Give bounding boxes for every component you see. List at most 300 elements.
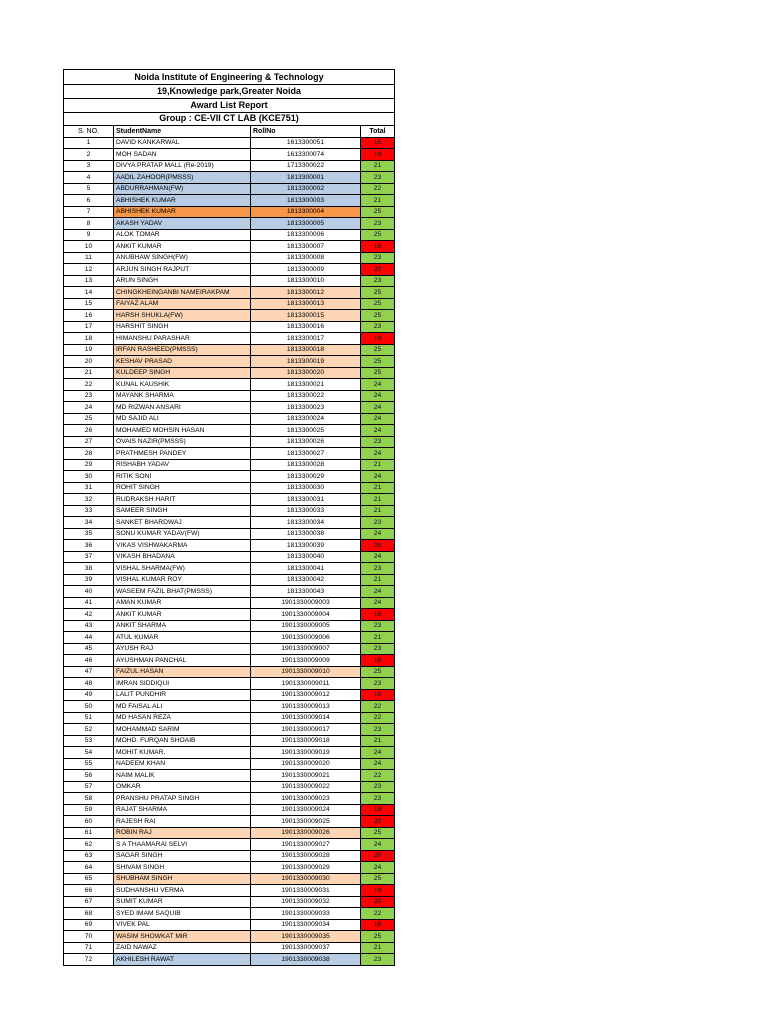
- cell-roll-no: 1901330009038: [251, 954, 361, 966]
- cell-student-name: SUDHANSHU VERMA: [114, 885, 251, 897]
- cell-sno: 19: [64, 344, 114, 356]
- cell-total: 24: [361, 758, 395, 770]
- cell-total: 24: [361, 471, 395, 483]
- table-row: [64, 333, 395, 345]
- cell-total: 25: [361, 356, 395, 368]
- cell-total: 22: [361, 701, 395, 713]
- table-row: [64, 183, 395, 195]
- cell-total: 23: [361, 252, 395, 264]
- cell-student-name: ROBIN RAJ: [114, 827, 251, 839]
- table-row: [64, 666, 395, 678]
- cell-sno: 69: [64, 919, 114, 931]
- cell-total: 25: [361, 298, 395, 310]
- cell-total: 25: [361, 229, 395, 241]
- cell-total: 24: [361, 747, 395, 759]
- table-row: [64, 137, 395, 149]
- cell-sno: 24: [64, 402, 114, 414]
- cell-sno: 41: [64, 597, 114, 609]
- award-table: [63, 125, 395, 966]
- cell-total: 24: [361, 528, 395, 540]
- cell-student-name: DIVYA PRATAP MALL (Re-2019): [114, 160, 251, 172]
- cell-roll-no: 1901330009005: [251, 620, 361, 632]
- cell-student-name: VIKAS VISHWAKARMA: [114, 540, 251, 552]
- table-row: [64, 241, 395, 253]
- table-row: [64, 517, 395, 529]
- cell-student-name: ROHIT SINGH: [114, 482, 251, 494]
- cell-roll-no: 1813300016: [251, 321, 361, 333]
- cell-roll-no: 1813300028: [251, 459, 361, 471]
- cell-roll-no: 1813300008: [251, 252, 361, 264]
- table-row: [64, 563, 395, 575]
- cell-roll-no: 1901330009027: [251, 839, 361, 851]
- column-header-total: Total: [361, 126, 395, 138]
- cell-roll-no: 1813300042: [251, 574, 361, 586]
- cell-sno: 11: [64, 252, 114, 264]
- cell-roll-no: 1901330009022: [251, 781, 361, 793]
- cell-total: 25: [361, 873, 395, 885]
- table-row: [64, 632, 395, 644]
- cell-total: 21: [361, 942, 395, 954]
- table-row: [64, 678, 395, 690]
- cell-roll-no: 1813300030: [251, 482, 361, 494]
- cell-total: 23: [361, 436, 395, 448]
- award-list-sheet: [63, 69, 395, 966]
- column-header-name: StudentName: [114, 126, 251, 138]
- table-row: [64, 321, 395, 333]
- cell-sno: 66: [64, 885, 114, 897]
- cell-student-name: ANKIT KUMAR: [114, 241, 251, 253]
- cell-student-name: SHUBHAM SINGH: [114, 873, 251, 885]
- institute-title: Noida Institute of Engineering & Technology: [63, 69, 395, 84]
- table-row: [64, 206, 395, 218]
- table-row: [64, 827, 395, 839]
- table-row: [64, 609, 395, 621]
- table-row: [64, 229, 395, 241]
- table-row: [64, 620, 395, 632]
- cell-sno: 43: [64, 620, 114, 632]
- cell-roll-no: 1813300017: [251, 333, 361, 345]
- cell-sno: 10: [64, 241, 114, 253]
- cell-roll-no: 1901330009029: [251, 862, 361, 874]
- table-row: [64, 712, 395, 724]
- cell-total: 20: [361, 850, 395, 862]
- cell-student-name: OMKAR: [114, 781, 251, 793]
- cell-student-name: RISHABH YADAV: [114, 459, 251, 471]
- report-title: Award List Report: [63, 98, 395, 112]
- cell-roll-no: 1901330009030: [251, 873, 361, 885]
- cell-sno: 61: [64, 827, 114, 839]
- cell-student-name: SYED IMAM SAQUIB: [114, 908, 251, 920]
- cell-roll-no: 1901330009018: [251, 735, 361, 747]
- cell-sno: 8: [64, 218, 114, 230]
- table-row: [64, 896, 395, 908]
- cell-total: 25: [361, 287, 395, 299]
- cell-sno: 4: [64, 172, 114, 184]
- cell-total: 20: [361, 264, 395, 276]
- cell-student-name: MD HASAN REZA: [114, 712, 251, 724]
- cell-student-name: SAMEER SINGH: [114, 505, 251, 517]
- cell-roll-no: 1813300031: [251, 494, 361, 506]
- table-row: [64, 425, 395, 437]
- cell-student-name: WASIM SHOWKAT MIR: [114, 931, 251, 943]
- cell-sno: 42: [64, 609, 114, 621]
- cell-total: 21: [361, 632, 395, 644]
- table-row: [64, 172, 395, 184]
- cell-sno: 22: [64, 379, 114, 391]
- table-row: [64, 942, 395, 954]
- cell-student-name: HARSHIT SINGH: [114, 321, 251, 333]
- cell-sno: 68: [64, 908, 114, 920]
- cell-sno: 52: [64, 724, 114, 736]
- table-row: [64, 149, 395, 161]
- cell-student-name: ABHISHEK KUMAR: [114, 195, 251, 207]
- cell-total: 23: [361, 172, 395, 184]
- cell-sno: 62: [64, 839, 114, 851]
- cell-roll-no: 1813300002: [251, 183, 361, 195]
- cell-student-name: AKHILESH RAWAT: [114, 954, 251, 966]
- cell-roll-no: 1901330009012: [251, 689, 361, 701]
- cell-roll-no: 1813300022: [251, 390, 361, 402]
- cell-total: 23: [361, 793, 395, 805]
- cell-roll-no: 1813300034: [251, 517, 361, 529]
- cell-student-name: AMAN KUMAR: [114, 597, 251, 609]
- cell-sno: 64: [64, 862, 114, 874]
- cell-sno: 35: [64, 528, 114, 540]
- cell-total: 21: [361, 505, 395, 517]
- cell-sno: 20: [64, 356, 114, 368]
- cell-student-name: OVAIS NAZIR(PMSSS): [114, 436, 251, 448]
- cell-student-name: VISHAL KUMAR ROY: [114, 574, 251, 586]
- table-row: [64, 804, 395, 816]
- cell-student-name: MOHIT KUMAR.: [114, 747, 251, 759]
- table-row: [64, 701, 395, 713]
- cell-roll-no: 1813300003: [251, 195, 361, 207]
- cell-total: 23: [361, 275, 395, 287]
- table-row: [64, 781, 395, 793]
- cell-total: 21: [361, 195, 395, 207]
- cell-student-name: VISHAL SHARMA(FW): [114, 563, 251, 575]
- cell-total: 25: [361, 827, 395, 839]
- cell-total: 21: [361, 459, 395, 471]
- cell-total: 25: [361, 666, 395, 678]
- cell-roll-no: 1813300033: [251, 505, 361, 517]
- cell-student-name: ARUN SINGH: [114, 275, 251, 287]
- cell-total: 24: [361, 597, 395, 609]
- cell-total: 22: [361, 183, 395, 195]
- table-row: [64, 954, 395, 966]
- cell-student-name: ANUBHAW SINGH(FW): [114, 252, 251, 264]
- cell-total: 24: [361, 379, 395, 391]
- cell-student-name: KUNAL KAUSHIK: [114, 379, 251, 391]
- cell-student-name: AKASH YADAV: [114, 218, 251, 230]
- cell-roll-no: 1901330009009: [251, 655, 361, 667]
- cell-total: 23: [361, 321, 395, 333]
- cell-student-name: ABHISHEK KUMAR: [114, 206, 251, 218]
- cell-roll-no: 1901330009011: [251, 678, 361, 690]
- cell-sno: 59: [64, 804, 114, 816]
- table-row: [64, 770, 395, 782]
- table-row: [64, 310, 395, 322]
- cell-sno: 7: [64, 206, 114, 218]
- cell-sno: 48: [64, 678, 114, 690]
- cell-roll-no: 1813300024: [251, 413, 361, 425]
- cell-roll-no: 1813300006: [251, 229, 361, 241]
- table-row: [64, 356, 395, 368]
- cell-total: 24: [361, 402, 395, 414]
- cell-roll-no: 1613300051: [251, 137, 361, 149]
- cell-roll-no: 1901330009017: [251, 724, 361, 736]
- table-row: [64, 816, 395, 828]
- cell-total: 25: [361, 206, 395, 218]
- cell-roll-no: 1901330009013: [251, 701, 361, 713]
- cell-sno: 40: [64, 586, 114, 598]
- cell-sno: 60: [64, 816, 114, 828]
- cell-roll-no: 1813300019: [251, 356, 361, 368]
- cell-roll-no: 1901330009006: [251, 632, 361, 644]
- cell-student-name: NADEEM KHAN: [114, 758, 251, 770]
- cell-sno: 38: [64, 563, 114, 575]
- table-row: [64, 689, 395, 701]
- cell-total: 22: [361, 770, 395, 782]
- cell-roll-no: 1901330009007: [251, 643, 361, 655]
- table-row: [64, 379, 395, 391]
- cell-total: 20: [361, 540, 395, 552]
- cell-roll-no: 1901330009003: [251, 597, 361, 609]
- table-row: [64, 931, 395, 943]
- cell-sno: 46: [64, 655, 114, 667]
- table-row: [64, 413, 395, 425]
- cell-roll-no: 1713300022: [251, 160, 361, 172]
- cell-sno: 49: [64, 689, 114, 701]
- cell-total: 19: [361, 885, 395, 897]
- cell-total: 19: [361, 609, 395, 621]
- cell-student-name: WASEEM FAZIL BHAT(PMSSS): [114, 586, 251, 598]
- cell-total: 22: [361, 712, 395, 724]
- cell-roll-no: 1813300001: [251, 172, 361, 184]
- cell-total: 23: [361, 218, 395, 230]
- cell-total: 23: [361, 517, 395, 529]
- cell-sno: 71: [64, 942, 114, 954]
- table-row: [64, 482, 395, 494]
- table-row: [64, 643, 395, 655]
- table-row: [64, 850, 395, 862]
- cell-roll-no: 1813300007: [251, 241, 361, 253]
- cell-sno: 16: [64, 310, 114, 322]
- cell-sno: 34: [64, 517, 114, 529]
- cell-roll-no: 1813300013: [251, 298, 361, 310]
- table-row: [64, 724, 395, 736]
- cell-student-name: MD SAJID ALI: [114, 413, 251, 425]
- cell-student-name: MOHAMMAD SARIM: [114, 724, 251, 736]
- table-row: [64, 344, 395, 356]
- cell-roll-no: 1901330009032: [251, 896, 361, 908]
- table-row: [64, 862, 395, 874]
- cell-student-name: RAJESH RAI: [114, 816, 251, 828]
- table-row: [64, 758, 395, 770]
- cell-student-name: MOHAMED MOHSIN HASAN: [114, 425, 251, 437]
- cell-sno: 29: [64, 459, 114, 471]
- cell-sno: 6: [64, 195, 114, 207]
- table-row: [64, 528, 395, 540]
- cell-roll-no: 1901330009024: [251, 804, 361, 816]
- table-row: [64, 160, 395, 172]
- cell-roll-no: 1901330009031: [251, 885, 361, 897]
- cell-total: 22: [361, 908, 395, 920]
- cell-total: 24: [361, 448, 395, 460]
- cell-student-name: LALIT PUNDHIR: [114, 689, 251, 701]
- table-row: [64, 597, 395, 609]
- cell-total: 23: [361, 724, 395, 736]
- cell-sno: 57: [64, 781, 114, 793]
- cell-student-name: ATUL KUMAR: [114, 632, 251, 644]
- table-row: [64, 287, 395, 299]
- cell-student-name: CHINGKHEINGANBI NAMEIRAKPAM: [114, 287, 251, 299]
- cell-student-name: AYUSH RAJ: [114, 643, 251, 655]
- cell-sno: 53: [64, 735, 114, 747]
- cell-student-name: SAGAR SINGH: [114, 850, 251, 862]
- cell-sno: 18: [64, 333, 114, 345]
- cell-student-name: RITIK SONI: [114, 471, 251, 483]
- cell-total: 23: [361, 781, 395, 793]
- table-row: [64, 919, 395, 931]
- table-row: [64, 436, 395, 448]
- cell-sno: 26: [64, 425, 114, 437]
- cell-total: 19: [361, 919, 395, 931]
- cell-roll-no: 1901330009019: [251, 747, 361, 759]
- cell-total: 19: [361, 655, 395, 667]
- cell-roll-no: 1813300010: [251, 275, 361, 287]
- cell-roll-no: 1813300009: [251, 264, 361, 276]
- cell-roll-no: 1901330009010: [251, 666, 361, 678]
- cell-sno: 47: [64, 666, 114, 678]
- table-row: [64, 494, 395, 506]
- cell-roll-no: 1813300018: [251, 344, 361, 356]
- cell-roll-no: 1813300021: [251, 379, 361, 391]
- table-row: [64, 252, 395, 264]
- cell-total: 19: [361, 241, 395, 253]
- table-row: [64, 735, 395, 747]
- cell-total: 21: [361, 160, 395, 172]
- cell-total: 20: [361, 896, 395, 908]
- cell-student-name: IMRAN SIDDIQUI: [114, 678, 251, 690]
- cell-sno: 17: [64, 321, 114, 333]
- cell-roll-no: 1813300029: [251, 471, 361, 483]
- cell-student-name: PRANSHU PRATAP SINGH: [114, 793, 251, 805]
- cell-total: 25: [361, 367, 395, 379]
- table-row: [64, 885, 395, 897]
- table-row: [64, 264, 395, 276]
- cell-sno: 12: [64, 264, 114, 276]
- cell-roll-no: 1901330009034: [251, 919, 361, 931]
- cell-student-name: DAVID KANKARWAL: [114, 137, 251, 149]
- cell-student-name: NAIM MALIK: [114, 770, 251, 782]
- cell-sno: 1: [64, 137, 114, 149]
- cell-sno: 15: [64, 298, 114, 310]
- cell-total: 15: [361, 137, 395, 149]
- table-row: [64, 574, 395, 586]
- cell-student-name: ZAID NAWAZ: [114, 942, 251, 954]
- cell-sno: 25: [64, 413, 114, 425]
- cell-total: 19: [361, 149, 395, 161]
- cell-total: 24: [361, 413, 395, 425]
- cell-sno: 70: [64, 931, 114, 943]
- cell-roll-no: 1901330009020: [251, 758, 361, 770]
- cell-roll-no: 1813300020: [251, 367, 361, 379]
- table-row: [64, 793, 395, 805]
- cell-total: 25: [361, 931, 395, 943]
- cell-sno: 72: [64, 954, 114, 966]
- cell-total: 20: [361, 816, 395, 828]
- cell-student-name: SHIVAM SINGH: [114, 862, 251, 874]
- group-title: Group : CE-VII CT LAB (KCE751): [63, 112, 395, 125]
- table-row: [64, 367, 395, 379]
- cell-sno: 33: [64, 505, 114, 517]
- cell-student-name: ANKIT KUMAR: [114, 609, 251, 621]
- institute-address: 19,Knowledge park,Greater Noida: [63, 84, 395, 98]
- cell-sno: 13: [64, 275, 114, 287]
- cell-sno: 44: [64, 632, 114, 644]
- cell-total: 24: [361, 425, 395, 437]
- column-header-roll: RollNo: [251, 126, 361, 138]
- cell-student-name: MD RIZWAN ANSARI: [114, 402, 251, 414]
- table-row: [64, 459, 395, 471]
- table-row: [64, 747, 395, 759]
- cell-total: 23: [361, 563, 395, 575]
- cell-roll-no: 1813300005: [251, 218, 361, 230]
- cell-student-name: IRFAN RASHEED(PMSSS): [114, 344, 251, 356]
- cell-sno: 50: [64, 701, 114, 713]
- cell-student-name: FAIZUL HASAN: [114, 666, 251, 678]
- cell-roll-no: 1901330009014: [251, 712, 361, 724]
- cell-roll-no: 1813300027: [251, 448, 361, 460]
- table-row: [64, 551, 395, 563]
- cell-student-name: SANKET BHARDWAJ: [114, 517, 251, 529]
- cell-student-name: VIVEK PAL: [114, 919, 251, 931]
- cell-student-name: ABDURRAHMAN(FW): [114, 183, 251, 195]
- cell-total: 24: [361, 551, 395, 563]
- cell-roll-no: 1901330009037: [251, 942, 361, 954]
- cell-roll-no: 1901330009025: [251, 816, 361, 828]
- table-row: [64, 195, 395, 207]
- cell-total: 19: [361, 333, 395, 345]
- cell-roll-no: 1813300038: [251, 528, 361, 540]
- cell-total: 24: [361, 390, 395, 402]
- table-row: [64, 586, 395, 598]
- table-body: [64, 137, 395, 965]
- cell-sno: 65: [64, 873, 114, 885]
- cell-roll-no: 1813300041: [251, 563, 361, 575]
- cell-sno: 54: [64, 747, 114, 759]
- cell-total: 24: [361, 839, 395, 851]
- cell-sno: 5: [64, 183, 114, 195]
- cell-student-name: ALOK TOMAR: [114, 229, 251, 241]
- cell-student-name: SONU KUMAR YADAV(FW): [114, 528, 251, 540]
- cell-roll-no: 1813300039: [251, 540, 361, 552]
- cell-sno: 67: [64, 896, 114, 908]
- cell-sno: 63: [64, 850, 114, 862]
- cell-roll-no: 1813300026: [251, 436, 361, 448]
- cell-total: 24: [361, 586, 395, 598]
- cell-total: 23: [361, 678, 395, 690]
- cell-sno: 31: [64, 482, 114, 494]
- cell-roll-no: 1901330009023: [251, 793, 361, 805]
- cell-student-name: HIMANSHU PARASHAR: [114, 333, 251, 345]
- cell-student-name: AADIL ZAHOOR(PMSSS): [114, 172, 251, 184]
- cell-student-name: VIKASH BHADANA: [114, 551, 251, 563]
- table-row: [64, 218, 395, 230]
- cell-student-name: ANKIT SHARMA: [114, 620, 251, 632]
- cell-sno: 30: [64, 471, 114, 483]
